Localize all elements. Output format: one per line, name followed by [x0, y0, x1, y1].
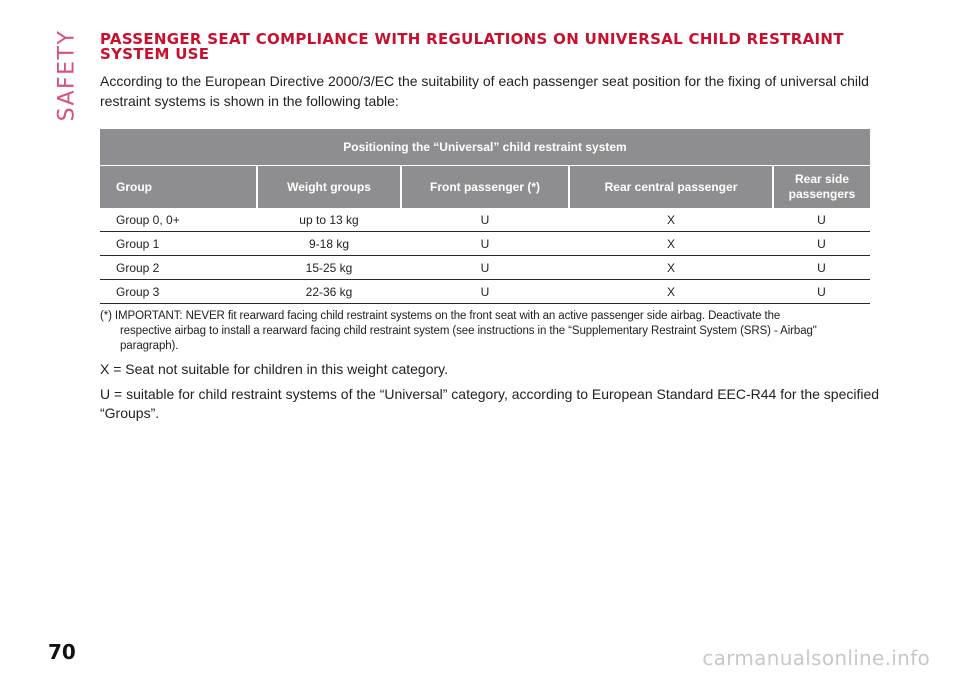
cell-rear-side: U [773, 232, 870, 256]
table-row [100, 232, 870, 256]
footnote-line-3: paragraph). [120, 340, 179, 352]
col-header-weight: Weight groups [257, 166, 401, 209]
watermark: carmanualsonline.info [702, 646, 930, 670]
section-heading: PASSENGER SEAT COMPLIANCE WITH REGULATIONS ON UNIVERSAL CHILD RESTRAINT SYSTEM USE [100, 30, 844, 63]
cell-rear-side: U [773, 208, 870, 232]
cell-rear-central: X [569, 208, 773, 232]
page-number: 70 [48, 640, 76, 664]
legend-u: U = suitable for child restraint systems of the “Universal” category, according to European Standard EEC-R44 for the specified “Groups”. [100, 386, 880, 421]
table-header-row [100, 166, 870, 209]
section-label: SAFETY [54, 29, 80, 121]
child-restraint-table [100, 129, 870, 304]
table-row [100, 280, 870, 304]
cell-rear-central: X [569, 256, 773, 280]
cell-rear-central: X [569, 280, 773, 304]
cell-weight: up to 13 kg [257, 208, 401, 232]
cell-front: U [401, 256, 569, 280]
cell-front: U [401, 280, 569, 304]
cell-group: Group 3 [100, 280, 257, 304]
table-title: Positioning the “Universal” child restraint system [100, 129, 870, 166]
cell-group: Group 1 [100, 232, 257, 256]
col-header-front: Front passenger (*) [401, 166, 569, 209]
footnote-line-2: respective airbag to install a rearward facing child restraint system (see instructions in the “Supplementary Restraint System (SRS) - Airbag" [120, 325, 817, 337]
cell-rear-central: X [569, 232, 773, 256]
cell-front: U [401, 232, 569, 256]
col-header-rear-central: Rear central passenger [569, 166, 773, 209]
legend-x: X = Seat not suitable for children in this weight category. [100, 361, 448, 377]
table-row [100, 256, 870, 280]
table-row [100, 208, 870, 232]
cell-group: Group 2 [100, 256, 257, 280]
cell-weight: 9-18 kg [257, 232, 401, 256]
cell-front: U [401, 208, 569, 232]
intro-paragraph: According to the European Directive 2000/3/EC the suitability of each passenger seat position for the fixing of universal child restraint systems is shown in the following table: [100, 73, 869, 109]
cell-weight: 15-25 kg [257, 256, 401, 280]
cell-group: Group 0, 0+ [100, 208, 257, 232]
table-footnote [100, 309, 870, 354]
cell-weight: 22-36 kg [257, 280, 401, 304]
page-content [100, 32, 890, 423]
col-header-group: Group [100, 166, 257, 209]
table-title-row [100, 129, 870, 166]
col-header-rear-side: Rear side passengers [773, 166, 870, 209]
footnote-line-1: (*) IMPORTANT: NEVER fit rearward facing child restraint systems on the front seat with an active passenger side airbag. Deactivate the [100, 310, 781, 322]
cell-rear-side: U [773, 256, 870, 280]
cell-rear-side: U [773, 280, 870, 304]
